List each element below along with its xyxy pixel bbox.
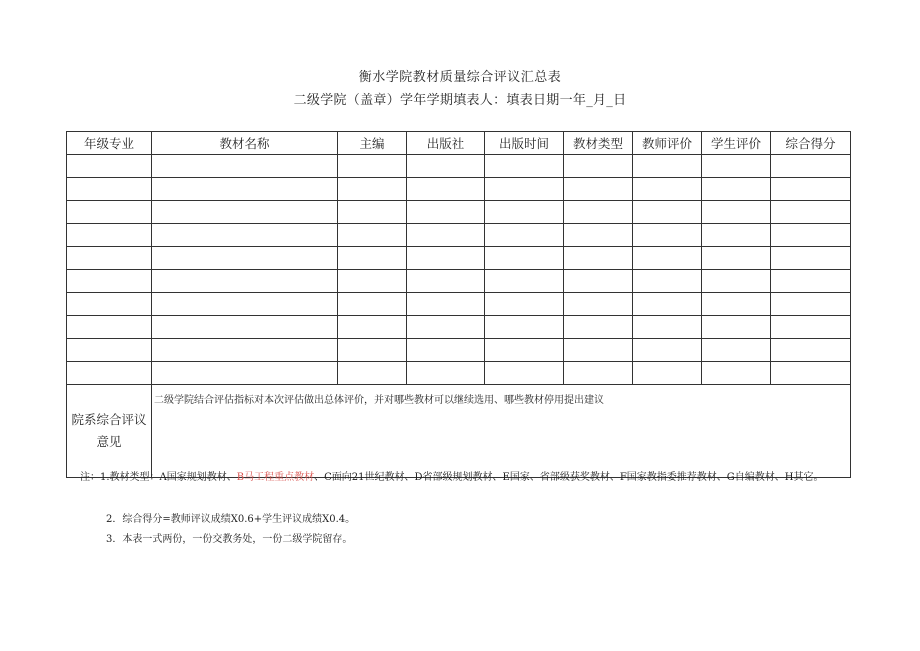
table-cell[interactable] bbox=[771, 247, 851, 270]
table-cell[interactable] bbox=[67, 316, 152, 339]
note-2: 2．综合得分=教师评议成绩X0.6+学生评议成绩X0.4。 bbox=[106, 514, 356, 525]
table-cell[interactable] bbox=[633, 201, 702, 224]
table-row bbox=[67, 178, 851, 201]
table-cell[interactable] bbox=[702, 362, 771, 385]
note-1 bbox=[66, 468, 850, 488]
table-cell[interactable] bbox=[771, 178, 851, 201]
header-textbook-name: 教材名称 bbox=[152, 132, 338, 155]
table-cell[interactable] bbox=[633, 339, 702, 362]
table-cell[interactable] bbox=[152, 247, 338, 270]
table-cell[interactable] bbox=[407, 155, 485, 178]
table-cell[interactable] bbox=[152, 362, 338, 385]
table-cell[interactable] bbox=[485, 178, 564, 201]
table-cell[interactable] bbox=[407, 201, 485, 224]
table-cell[interactable] bbox=[152, 339, 338, 362]
table-cell[interactable] bbox=[407, 178, 485, 201]
table-cell[interactable] bbox=[485, 155, 564, 178]
table-cell[interactable] bbox=[771, 293, 851, 316]
header-chief-editor: 主编 bbox=[338, 132, 407, 155]
header-grade-major: 年级专业 bbox=[67, 132, 152, 155]
table-cell[interactable] bbox=[152, 201, 338, 224]
table-cell[interactable] bbox=[407, 362, 485, 385]
table-cell[interactable] bbox=[771, 316, 851, 339]
table-cell[interactable] bbox=[67, 339, 152, 362]
table-cell[interactable] bbox=[564, 339, 633, 362]
table-cell[interactable] bbox=[67, 293, 152, 316]
table-cell[interactable] bbox=[702, 339, 771, 362]
table-cell[interactable] bbox=[152, 270, 338, 293]
table-row bbox=[67, 339, 851, 362]
table-cell[interactable] bbox=[633, 270, 702, 293]
table-cell[interactable] bbox=[152, 293, 338, 316]
table-cell[interactable] bbox=[67, 270, 152, 293]
table-cell[interactable] bbox=[564, 362, 633, 385]
table-cell[interactable] bbox=[407, 270, 485, 293]
table-cell[interactable] bbox=[771, 339, 851, 362]
header-total-score: 综合得分 bbox=[771, 132, 851, 155]
table-cell[interactable] bbox=[67, 224, 152, 247]
table-cell[interactable] bbox=[152, 155, 338, 178]
table-cell[interactable] bbox=[407, 247, 485, 270]
table-cell[interactable] bbox=[338, 316, 407, 339]
table-cell[interactable] bbox=[564, 316, 633, 339]
header-publisher: 出版社 bbox=[407, 132, 485, 155]
table-cell[interactable] bbox=[67, 178, 152, 201]
table-row bbox=[67, 155, 851, 178]
header-student-rating: 学生评价 bbox=[702, 132, 771, 155]
table-cell[interactable] bbox=[771, 270, 851, 293]
table-cell[interactable] bbox=[702, 155, 771, 178]
table-cell[interactable] bbox=[338, 362, 407, 385]
table-cell[interactable] bbox=[338, 155, 407, 178]
opinion-row bbox=[67, 385, 851, 478]
table-header-row bbox=[67, 132, 851, 155]
header-publish-date: 出版时间 bbox=[485, 132, 564, 155]
table-cell[interactable] bbox=[633, 178, 702, 201]
table-cell[interactable] bbox=[771, 224, 851, 247]
table-cell[interactable] bbox=[702, 247, 771, 270]
table-cell[interactable] bbox=[633, 293, 702, 316]
table-cell[interactable] bbox=[407, 224, 485, 247]
table-cell[interactable] bbox=[407, 293, 485, 316]
table-cell[interactable] bbox=[702, 293, 771, 316]
table-cell[interactable] bbox=[67, 201, 152, 224]
table-cell[interactable] bbox=[485, 293, 564, 316]
table-cell[interactable] bbox=[633, 155, 702, 178]
note-1-rest: 、C面向21世纪教材、D省部级规划教材、E国家、省部级获奖教材、F国家教指委推荐教材、G自编教材、H其它。 bbox=[314, 472, 824, 483]
table-cell[interactable] bbox=[338, 270, 407, 293]
table-cell[interactable] bbox=[702, 270, 771, 293]
table-cell[interactable] bbox=[702, 316, 771, 339]
table-cell[interactable] bbox=[771, 201, 851, 224]
table-cell[interactable] bbox=[152, 316, 338, 339]
table-row bbox=[67, 316, 851, 339]
table-cell[interactable] bbox=[564, 224, 633, 247]
table-cell[interactable] bbox=[407, 339, 485, 362]
table-cell[interactable] bbox=[338, 224, 407, 247]
table-cell[interactable] bbox=[633, 316, 702, 339]
table-cell[interactable] bbox=[485, 339, 564, 362]
table-cell[interactable] bbox=[338, 178, 407, 201]
header-textbook-type: 教材类型 bbox=[564, 132, 633, 155]
table-cell[interactable] bbox=[67, 155, 152, 178]
table-cell[interactable] bbox=[485, 224, 564, 247]
table-cell[interactable] bbox=[633, 362, 702, 385]
table-cell[interactable] bbox=[702, 178, 771, 201]
table-cell[interactable] bbox=[152, 224, 338, 247]
table-cell[interactable] bbox=[152, 178, 338, 201]
table-cell[interactable] bbox=[407, 316, 485, 339]
note-1-prefix: 注：1.教材类型：A国家规划教材、 bbox=[80, 472, 237, 483]
table-row bbox=[67, 201, 851, 224]
table-row bbox=[67, 224, 851, 247]
opinion-text[interactable]: 二级学院结合评估指标对本次评估做出总体评价，并对哪些教材可以继续选用、哪些教材停用提出建议 bbox=[152, 385, 851, 478]
table-row bbox=[67, 247, 851, 270]
document-title: 衡水学院教材质量综合评议汇总表 bbox=[358, 70, 562, 85]
table-row bbox=[67, 270, 851, 293]
table-cell[interactable] bbox=[564, 270, 633, 293]
table-cell[interactable] bbox=[771, 155, 851, 178]
table-cell[interactable] bbox=[485, 270, 564, 293]
table-cell[interactable] bbox=[633, 247, 702, 270]
evaluation-table bbox=[66, 131, 851, 478]
table-cell[interactable] bbox=[702, 201, 771, 224]
table-cell[interactable] bbox=[564, 178, 633, 201]
table-cell[interactable] bbox=[564, 155, 633, 178]
table-cell[interactable] bbox=[338, 201, 407, 224]
table-cell[interactable] bbox=[338, 339, 407, 362]
table-cell[interactable] bbox=[485, 316, 564, 339]
table-cell[interactable] bbox=[633, 224, 702, 247]
table-cell[interactable] bbox=[485, 201, 564, 224]
table-cell[interactable] bbox=[338, 293, 407, 316]
document-subtitle: 二级学院（盖章）学年学期填表人：填表日期一年_月_日 bbox=[293, 93, 627, 108]
table-cell[interactable] bbox=[67, 247, 152, 270]
table-cell[interactable] bbox=[564, 293, 633, 316]
table-cell[interactable] bbox=[771, 362, 851, 385]
table-cell[interactable] bbox=[485, 362, 564, 385]
note-3: 3．本表一式两份，一份交教务处，一份二级学院留存。 bbox=[106, 534, 353, 545]
note-1-highlight: B马工程重点教材 bbox=[236, 472, 315, 483]
table-cell[interactable] bbox=[564, 201, 633, 224]
table-row bbox=[67, 293, 851, 316]
table-row bbox=[67, 362, 851, 385]
header-teacher-rating: 教师评价 bbox=[633, 132, 702, 155]
opinion-label: 院系综合评议意见 bbox=[67, 385, 152, 478]
table-cell[interactable] bbox=[485, 247, 564, 270]
table-cell[interactable] bbox=[67, 362, 152, 385]
table-cell[interactable] bbox=[564, 247, 633, 270]
table-cell[interactable] bbox=[338, 247, 407, 270]
table-cell[interactable] bbox=[702, 224, 771, 247]
